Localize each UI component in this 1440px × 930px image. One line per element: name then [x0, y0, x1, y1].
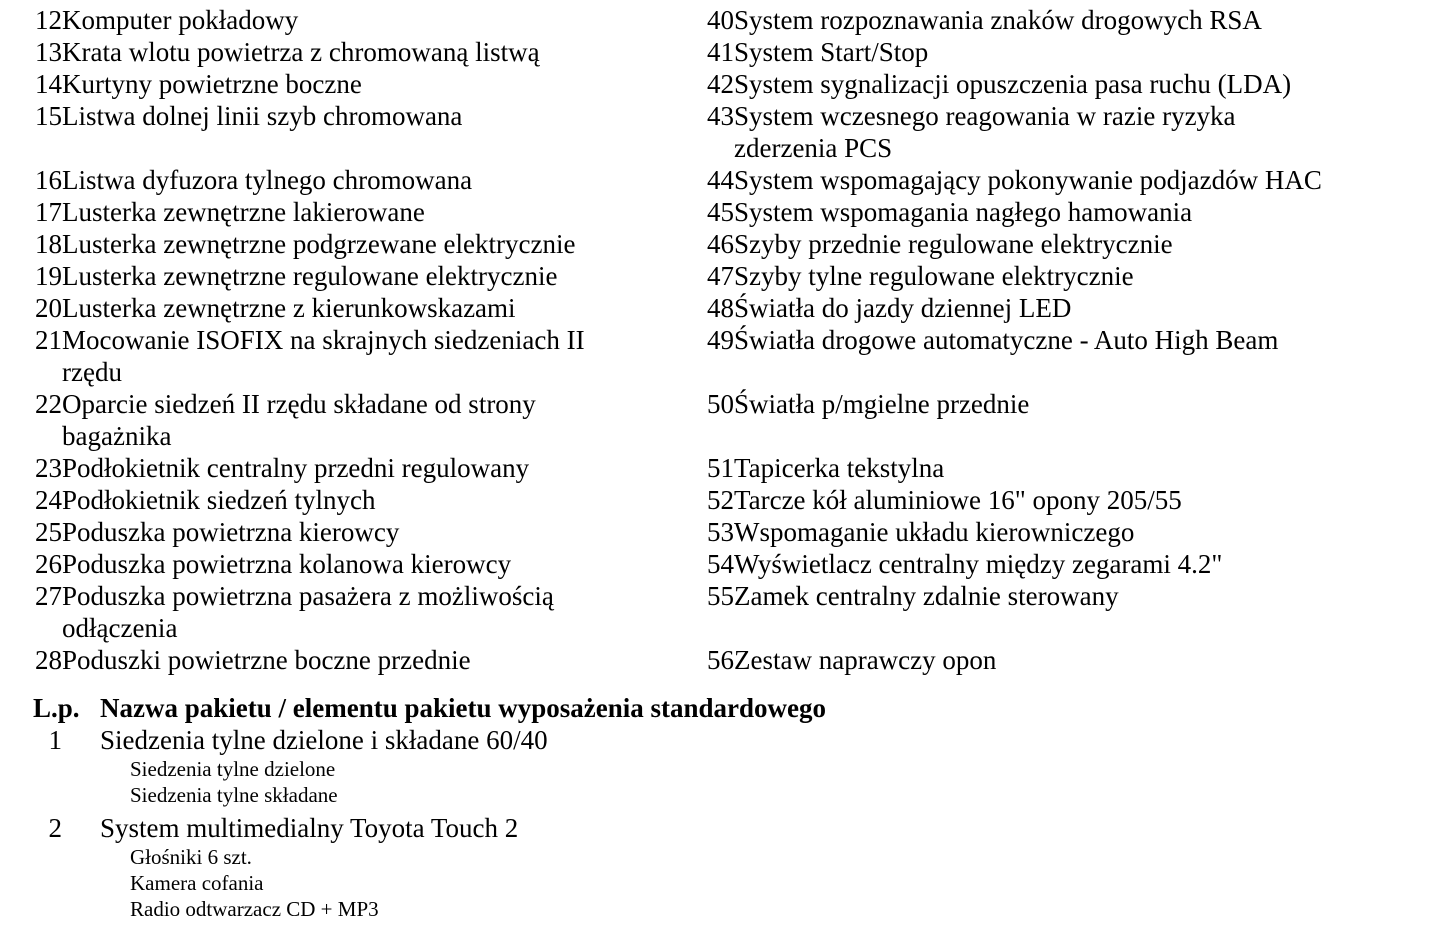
left-item-number: 26: [35, 549, 62, 579]
left-item-number: 25: [35, 517, 62, 547]
left-item-text: Oparcie siedzeń II rzędu składane od strony bagażnika: [62, 389, 536, 451]
package-sub-items: [130, 844, 1440, 922]
package-item-number: 2: [48, 813, 62, 843]
right-item-text: Światła do jazdy dziennej LED: [734, 293, 1072, 323]
equipment-row: [33, 292, 1340, 324]
right-item-text: Wspomaganie układu kierowniczego: [734, 517, 1135, 547]
package-sub-item: Siedzenia tylne dzielone: [130, 757, 336, 781]
right-item-number: 50: [707, 389, 734, 419]
right-item-number: 47: [707, 261, 734, 291]
equipment-row: [33, 164, 1340, 196]
equipment-row: [33, 68, 1340, 100]
left-item-text: Lusterka zewnętrzne regulowane elektrycznie: [62, 261, 558, 291]
right-item-text: System sygnalizacji opuszczenia pasa ruchu (LDA): [734, 69, 1292, 99]
equipment-row: [33, 452, 1340, 484]
right-item-text: Światła drogowe automatyczne - Auto High Beam: [734, 325, 1279, 355]
equipment-row: [33, 4, 1340, 36]
left-item-text: Mocowanie ISOFIX na skrajnych siedzeniach II rzędu: [62, 325, 585, 387]
right-item-number: 51: [707, 453, 734, 483]
left-item-text: Krata wlotu powietrza z chromowaną listwą: [62, 37, 540, 67]
packages-header: [33, 692, 1440, 724]
right-item-number: 53: [707, 517, 734, 547]
right-item-text: System Start/Stop: [734, 37, 929, 67]
left-item-text: Lusterka zewnętrzne lakierowane: [62, 197, 425, 227]
left-item-number: 23: [35, 453, 62, 483]
right-item-text: Światła p/mgielne przednie: [734, 389, 1030, 419]
right-item-text: System wspomagania nagłego hamowania: [734, 197, 1193, 227]
right-item-number: 52: [707, 485, 734, 515]
package-item: [33, 812, 1440, 922]
left-item-number: 27: [35, 581, 62, 611]
left-item-text: Listwa dyfuzora tylnego chromowana: [62, 165, 473, 195]
equipment-row: [33, 196, 1340, 228]
left-item-number: 21: [35, 325, 62, 355]
right-item-number: 49: [707, 325, 734, 355]
right-item-text: Zamek centralny zdalnie sterowany: [734, 581, 1119, 611]
right-item-text: Szyby przednie regulowane elektrycznie: [734, 229, 1173, 259]
right-item-text: Tapicerka tekstylna: [734, 453, 945, 483]
packages-section: [33, 692, 1440, 922]
left-item-number: 28: [35, 645, 62, 675]
left-item-text: Poduszka powietrzna kolanowa kierowcy: [62, 549, 512, 579]
right-item-text: Wyświetlacz centralny między zegarami 4.2": [734, 549, 1223, 579]
equipment-row: [33, 644, 1340, 676]
package-sub-item: Siedzenia tylne składane: [130, 783, 338, 807]
equipment-row: [33, 388, 1340, 452]
right-item-number: 43: [707, 101, 734, 131]
package-item-title: Siedzenia tylne dzielone i składane 60/40: [100, 725, 548, 755]
equipment-row: [33, 36, 1340, 68]
left-item-text: Kurtyny powietrzne boczne: [62, 69, 362, 99]
right-item-number: 48: [707, 293, 734, 323]
equipment-row: [33, 548, 1340, 580]
packages-list: [33, 724, 1440, 922]
equipment-row: [33, 324, 1340, 388]
right-item-text: System wspomagający pokonywanie podjazdów HAC: [734, 165, 1322, 195]
left-item-number: 12: [35, 5, 62, 35]
right-item-number: 41: [707, 37, 734, 67]
left-item-number: 16: [35, 165, 62, 195]
right-item-number: 46: [707, 229, 734, 259]
equipment-row: [33, 228, 1340, 260]
package-item: [33, 724, 1440, 808]
left-item-text: Poduszka powietrzna pasażera z możliwością odłączenia: [62, 581, 554, 643]
package-sub-items: [130, 756, 1440, 808]
left-item-text: Komputer pokładowy: [62, 5, 299, 35]
right-item-number: 40: [707, 5, 734, 35]
left-item-text: Poduszka powietrzna kierowcy: [62, 517, 400, 547]
packages-header-label: L.p.: [33, 693, 80, 723]
package-sub-item: Głośniki 6 szt.: [130, 845, 252, 869]
package-sub-item: Kamera cofania: [130, 871, 264, 895]
equipment-table: [33, 4, 1340, 676]
package-item-title: System multimedialny Toyota Touch 2: [100, 813, 519, 843]
left-item-number: 24: [35, 485, 62, 515]
left-item-text: Lusterka zewnętrzne podgrzewane elektrycznie: [62, 229, 576, 259]
left-item-number: 13: [35, 37, 62, 67]
left-item-text: Lusterka zewnętrzne z kierunkowskazami: [62, 293, 516, 323]
right-item-number: 44: [707, 165, 734, 195]
right-item-text: System rozpoznawania znaków drogowych RSA: [734, 5, 1262, 35]
right-item-text: Zestaw naprawczy opon: [734, 645, 997, 675]
left-item-number: 20: [35, 293, 62, 323]
left-item-number: 19: [35, 261, 62, 291]
package-item-number: 1: [48, 725, 62, 755]
left-item-number: 18: [35, 229, 62, 259]
right-item-text: System wczesnego reagowania w razie ryzyka zderzenia PCS: [734, 101, 1236, 163]
equipment-row: [33, 580, 1340, 644]
left-item-number: 22: [35, 389, 62, 419]
left-item-number: 17: [35, 197, 62, 227]
right-item-number: 54: [707, 549, 734, 579]
right-item-number: 45: [707, 197, 734, 227]
left-item-number: 14: [35, 69, 62, 99]
equipment-row: [33, 516, 1340, 548]
right-item-number: 55: [707, 581, 734, 611]
right-item-number: 56: [707, 645, 734, 675]
left-item-text: Poduszki powietrzne boczne przednie: [62, 645, 471, 675]
equipment-row: [33, 484, 1340, 516]
packages-header-title: Nazwa pakietu / elementu pakietu wyposażenia standardowego: [100, 693, 827, 723]
package-sub-item: Radio odtwarzacz CD + MP3: [130, 897, 379, 921]
left-item-text: Listwa dolnej linii szyb chromowana: [62, 101, 463, 131]
left-item-text: Podłokietnik siedzeń tylnych: [62, 485, 376, 515]
left-item-text: Podłokietnik centralny przedni regulowany: [62, 453, 530, 483]
equipment-row: [33, 100, 1340, 164]
equipment-row: [33, 260, 1340, 292]
left-item-number: 15: [35, 101, 62, 131]
right-item-text: Tarcze kół aluminiowe 16" opony 205/55: [734, 485, 1182, 515]
right-item-text: Szyby tylne regulowane elektrycznie: [734, 261, 1134, 291]
right-item-number: 42: [707, 69, 734, 99]
